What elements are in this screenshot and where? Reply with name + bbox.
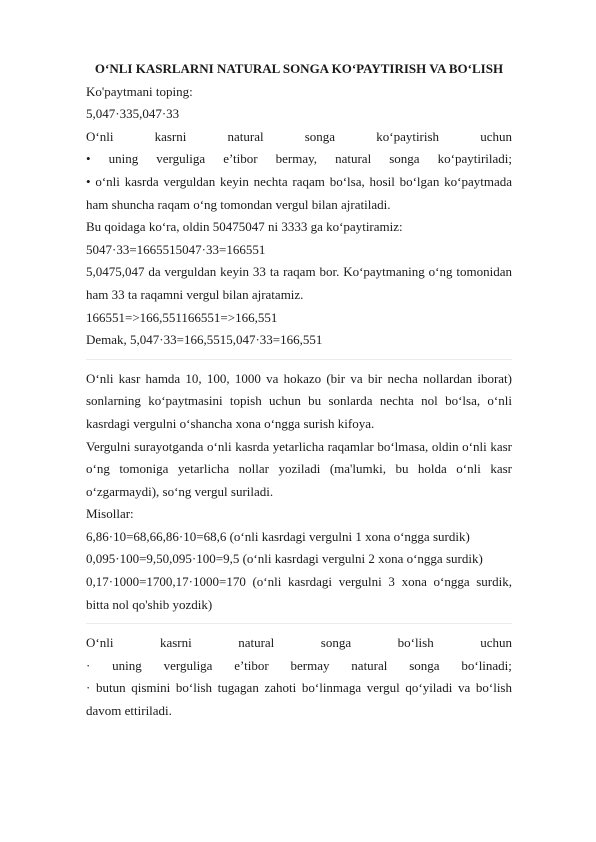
bullet-word: uning: [108, 151, 139, 167]
examples-heading: Misollar:: [86, 506, 134, 522]
bullet-word: e’tibor: [234, 657, 269, 673]
rule-word: kasrni: [159, 635, 192, 651]
bullet-word: bo‘linadi;: [461, 657, 512, 673]
rule-word: songa: [304, 128, 336, 144]
bullet-word: natural: [351, 657, 388, 673]
rule-word: uchun: [480, 128, 512, 144]
bullet-word: bermay,: [275, 151, 318, 167]
bullet-paragraph: • o‘nli kasrda verguldan keyin nechta raqam bo‘lsa, hosil bo‘lgan ko‘paytmada ham shuncha raqam o‘ng tomondan vergul bilan ajratiladi.: [86, 173, 512, 212]
rule-line-divide: [86, 632, 512, 655]
section-divider: [86, 623, 512, 624]
rule-word: O‘nli: [86, 635, 114, 651]
task-heading: Ko'paytmani toping:: [86, 83, 193, 99]
page-title: O‘NLI KASRLARNI NATURAL SONGA KO‘PAYTIRISH VA BO‘LISH: [94, 61, 504, 76]
rule-word: ko‘paytirish: [376, 128, 440, 144]
example-line: 6,86·10=68,66,86·10=68,6 (o‘nli kasrdagi vergulni 1 xona o‘ngga surdik): [86, 528, 470, 544]
bullet-word: natural: [335, 151, 372, 167]
section-division: [86, 632, 512, 722]
section-multiplication: [86, 81, 512, 352]
explanation-paragraph: 5,0475,047 da verguldan keyin 33 ta raqam bor. Ko‘paytmaning o‘ng tomonidan ham 33 ta raqamni vergul bilan ajratamiz.: [86, 264, 512, 302]
rule-word: songa: [320, 635, 352, 651]
example-line: 0,095·100=9,50,095·100=9,5 (o‘nli kasrdagi vergulni 2 xona o‘ngga surdik): [86, 551, 483, 567]
section-powers-of-ten: [86, 368, 512, 617]
bullet-word: verguliga: [156, 151, 206, 167]
zeros-paragraph: Vergulni surayotganda o‘nli kasrda yetarlicha raqamlar bo‘lmasa, oldin o‘nli kasr o‘ng tomoniga yetarlicha nollar yoziladi (ma'lumki, bu holda o‘nli kasr o‘zgarmaydi), so‘ng vergul suriladi.: [86, 438, 512, 499]
rule-word: O‘nli: [86, 128, 114, 144]
bullet-line-divide: [86, 655, 512, 678]
bullet-word: ko‘paytiriladi;: [437, 151, 512, 167]
bullet-word: •: [86, 151, 91, 167]
bullet-line-multiply: [86, 148, 512, 171]
bullet-word: verguliga: [163, 657, 213, 673]
rule-word: bo‘lish: [397, 635, 434, 651]
bullet-word: e’tibor: [223, 151, 258, 167]
bullet-word: ·: [86, 657, 91, 673]
bullet-word: songa: [409, 657, 440, 673]
section-divider: [86, 359, 512, 360]
rule-word: kasrni: [154, 128, 187, 144]
task-expression: 5,047·335,047·33: [86, 106, 180, 122]
result-line: 166551=>166,551166551=>166,551: [86, 309, 278, 325]
conclusion-line: Demak, 5,047·33=166,5515,047·33=166,551: [86, 332, 323, 348]
division-paragraph: · butun qismini bo‘lish tugagan zahoti bo‘linmaga vergul qo‘yiladi va bo‘lish davom ettiriladi.: [86, 680, 512, 719]
bullet-word: bermay: [290, 657, 330, 673]
bullet-word: uning: [112, 657, 142, 673]
rule-word: natural: [227, 128, 264, 144]
rule-application: Bu qoidaga ko‘ra, oldin 50475047 ni 3333 ga ko‘paytiramiz:: [86, 219, 403, 235]
example-line: 0,17·1000=1700,17·1000=170 (o‘nli kasrdagi vergulni 3 xona o‘ngga surdik, bitta nol qo'shib yozdik): [86, 574, 512, 612]
calculation-line: 5047·33=1665515047·33=166551: [86, 241, 266, 257]
bullet-word: songa: [389, 151, 420, 167]
powers-paragraph: O‘nli kasr hamda 10, 100, 1000 va hokazo (bir va bir necha nollardan iborat) sonlarning ko‘paytmasini topish uchun bu sonlarda nechta nol bo‘lsa, o‘nli kasrdagi vergulni o‘shancha xona o‘ngga surish kifoya.: [86, 370, 512, 431]
rule-line-multiply: [86, 126, 512, 149]
rule-word: uchun: [480, 635, 512, 651]
document-page: [86, 58, 512, 723]
rule-word: natural: [238, 635, 275, 651]
